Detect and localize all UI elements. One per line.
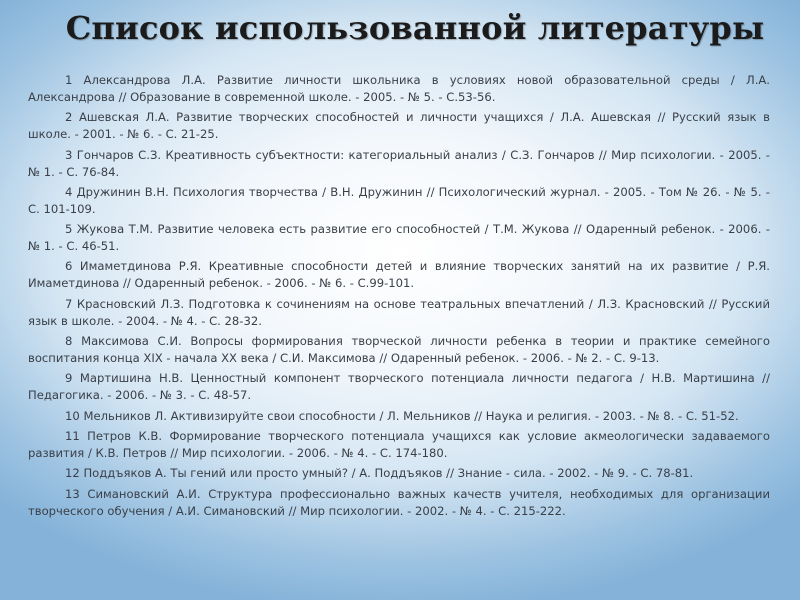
reference-item: 2 Ашевская Л.А. Развитие творческих способностей и личности учащихся / Л.А. Ашевская // Русский язык в школе. - 2001. - № 6. - С. 21-25. — [28, 110, 770, 142]
slide-title: Список использованной литературы — [65, 9, 765, 47]
reference-item: 13 Симановский А.И. Структура профессионально важных качеств учителя, необходимых для организации творческого обучения / А.И. Симановский // Мир психологии. - 2002. - № 4. - С. 215-222. — [28, 486, 770, 518]
reference-item: 5 Жукова Т.М. Развитие человека есть развитие его способностей / Т.М. Жукова // Одаренный ребенок. - 2006. - № 1. - С. 46-51. — [28, 222, 770, 254]
reference-item: 7 Красновский Л.З. Подготовка к сочинениям на основе театральных впечатлений / Л.З. Красновский // Русский язык в школе. - 2004. - № 4. - С. 28-32. — [28, 296, 770, 328]
reference-item: 4 Дружинин В.Н. Психология творчества / В.Н. Дружинин // Психологический журнал. - 2005. - Том № 26. - № 5. - С. 101-109. — [28, 184, 770, 216]
reference-item: 3 Гончаров С.З. Креативность субъектности: категориальный анализ / С.З. Гончаров // Мир психологии. - 2005. - № 1. - С. 76-84. — [28, 147, 770, 179]
reference-list — [28, 72, 770, 523]
reference-item: 6 Имаметдинова Р.Я. Креативные способности детей и влияние творческих занятий на их развитие / Р.Я. Имаметдинова // Одаренный ребенок. - 2006. - № 6. - С.99-101. — [28, 259, 770, 291]
reference-item: 11 Петров К.В. Формирование творческого потенциала учащихся как условие акмеологически задаваемого развития / К.В. Петров // Мир психологии. - 2006. - № 4. - С. 174-180. — [28, 428, 770, 460]
reference-item: 12 Поддъяков А. Ты гений или просто умный? / А. Поддъяков // Знание - сила. - 2002. - № 9. - С. 78-81. — [65, 466, 694, 481]
reference-item: 10 Мельников Л. Активизируйте свои способности / Л. Мельников // Наука и религия. - 2003. - № 8. - С. 51-52. — [65, 408, 739, 423]
reference-item: 9 Мартишина Н.В. Ценностный компонент творческого потенциала личности педагога / Н.В. Мартишина // Педагогика. - 2006. - № 3. - С. 48-57. — [28, 371, 770, 403]
reference-item: 1 Александрова Л.А. Развитие личности школьника в условиях новой образовательной среды / Л.А. Александрова // Образование в современной школе. - 2005. - № 5. - С.53-56. — [28, 73, 770, 104]
reference-item: 8 Максимова С.И. Вопросы формирования творческой личности ребенка в теории и практике семейного воспитания конца XIX - начала XX века / С.И. Максимова // Одаренный ребенок. - 2006. - № 2. - С. 9-13. — [28, 334, 770, 366]
